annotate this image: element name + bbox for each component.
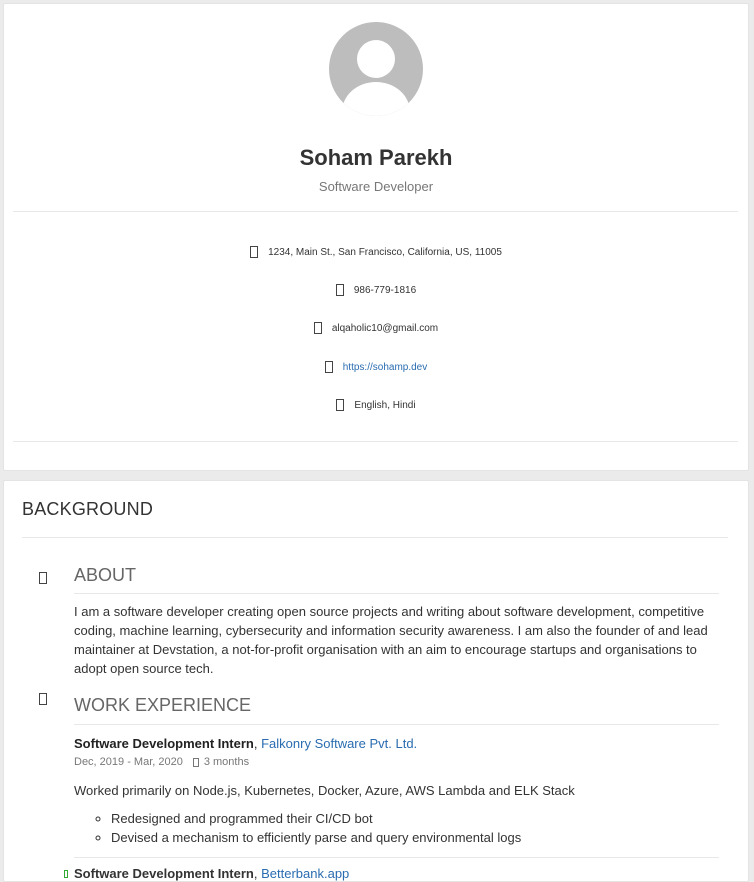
divider <box>13 441 738 442</box>
avatar-head-shape <box>357 40 395 78</box>
calendar-icon <box>193 758 199 767</box>
job-summary: Worked primarily on Node.js, Kubernetes, Docker, Azure, AWS Lambda and ELK Stack <box>74 783 575 798</box>
background-heading: BACKGROUND <box>22 499 154 519</box>
language-icon <box>336 399 344 411</box>
website-link[interactable]: https://sohamp.dev <box>342 361 428 373</box>
divider <box>74 857 719 858</box>
divider <box>74 724 719 725</box>
job-position: Software Development Intern <box>74 866 254 881</box>
divider <box>74 593 719 594</box>
languages-text: English, Hindi <box>354 399 416 411</box>
job-title-line: Software Development Intern , Betterbank.app <box>64 866 349 881</box>
phone-text: 986-779-1816 <box>353 284 417 296</box>
map-marker-icon <box>250 246 258 258</box>
address-text: 1234, Main St., San Francisco, California, US, 11005 <box>268 246 502 258</box>
email-text: alqaholic10@gmail.com <box>331 322 439 334</box>
avatar <box>329 22 423 116</box>
about-title: ABOUT <box>74 565 137 585</box>
globe-icon <box>325 361 333 373</box>
job-title-line: Software Development Intern, Falkonry Software Pvt. Ltd. <box>74 736 418 751</box>
contact-email <box>4 319 748 337</box>
job-position: Software Development Intern <box>74 736 254 751</box>
background-card <box>3 480 749 882</box>
contact-languages <box>4 396 748 414</box>
list-item: ◦ Devised a mechanism to efficiently parse and query environmental logs <box>111 828 521 847</box>
contact-website <box>4 358 748 376</box>
job-meta <box>74 756 249 768</box>
phone-icon <box>336 284 344 296</box>
work-experience-title: WORK EXPERIENCE <box>74 695 252 715</box>
job-highlights <box>74 809 521 847</box>
divider <box>13 211 738 212</box>
contact-address <box>4 243 748 261</box>
profile-title: Software Developer <box>318 179 434 194</box>
divider <box>22 537 728 538</box>
profile-card <box>3 3 749 471</box>
briefcase-icon <box>39 693 47 705</box>
timeline-marker-icon <box>64 870 68 878</box>
about-text: I am a software developer creating open source projects and writing about software development, competitive coding, machine learning, cybersecurity and information security awareness. I am also the founder of and lead maintainer at Devstation, a not-for-profit organisation with an aim to encourage startups and organisations to adopt open source tech. <box>74 604 708 676</box>
company-link[interactable]: Falkonry Software Pvt. Ltd. <box>261 736 418 751</box>
profile-name: Soham Parekh <box>299 145 453 170</box>
job-dates: Dec, 2019 - Mar, 2020 <box>74 756 183 768</box>
list-item: ◦ Redesigned and programmed their CI/CD bot <box>111 809 521 828</box>
job-duration: 3 months <box>203 756 250 768</box>
avatar-shoulders-shape <box>342 82 410 116</box>
user-icon <box>39 572 47 584</box>
envelope-icon <box>314 322 322 334</box>
company-link[interactable]: Betterbank.app <box>261 866 350 881</box>
contact-phone <box>4 281 748 299</box>
